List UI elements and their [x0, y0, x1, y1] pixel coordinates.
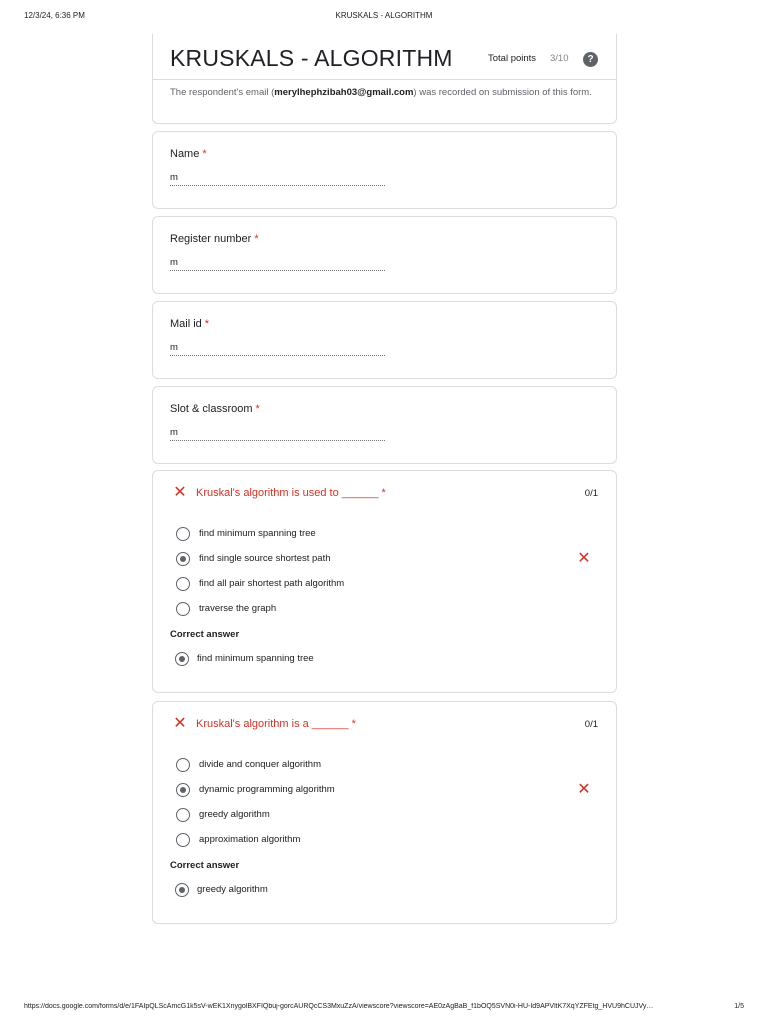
question-card-mc-1: [152, 470, 617, 693]
radio-button-selected: [175, 883, 189, 897]
correct-answer-text: find minimum spanning tree: [197, 653, 314, 664]
close-icon: ✕: [173, 484, 187, 501]
print-footer: [0, 1003, 768, 1015]
answer-value: m: [170, 257, 385, 271]
answer-value: m: [170, 427, 385, 441]
answer-value: m: [170, 342, 385, 356]
header-divider: [153, 79, 616, 80]
option-label: dynamic programming algorithm: [199, 784, 335, 795]
question-card-register-number: [152, 216, 617, 294]
respondent-email: merylhephzibah03@gmail.com: [274, 87, 414, 98]
required-asterisk: *: [255, 403, 260, 415]
close-icon: ✕: [577, 781, 591, 798]
print-datetime: 12/3/24, 6:36 PM: [24, 11, 85, 20]
question-text: Kruskal's algorithm is used to ______ *: [196, 487, 386, 499]
print-url[interactable]: https://docs.google.com/forms/d/e/1FAIpQLScAmcG1k5sV-wEK1XnygolBXFIQbuj-gorcAURQcCS3MxuZzA/viewscore?viewscore=AE0zAgBaB_f1bOQ5SVN0i-HU-Id9APVltK7XqYZFEtg_HVU9hCUJVy…: [24, 1003, 654, 1010]
required-asterisk: *: [204, 318, 210, 330]
correct-answer-label: Correct answer: [170, 629, 240, 640]
close-icon: ✕: [577, 550, 591, 567]
page-number: 1/5: [734, 1003, 744, 1010]
form-header-card: [152, 34, 617, 124]
question-score: 0/1: [584, 719, 598, 730]
option-label: find single source shortest path: [199, 553, 331, 564]
correct-answer-label: Correct answer: [170, 860, 240, 871]
radio-button[interactable]: [176, 527, 190, 541]
radio-button-selected[interactable]: [176, 552, 190, 566]
correct-answer-text: greedy algorithm: [197, 884, 268, 895]
question-label: Name *: [170, 148, 207, 160]
question-score: 0/1: [584, 488, 598, 499]
radio-button-selected: [175, 652, 189, 666]
question-label: Register number *: [170, 233, 259, 245]
radio-button[interactable]: [176, 602, 190, 616]
radio-button-selected[interactable]: [176, 783, 190, 797]
option-label: approximation algorithm: [199, 834, 301, 845]
total-score: 3/10: [550, 53, 569, 64]
option-label: find minimum spanning tree: [199, 528, 316, 539]
email-note: The respondent's email (merylhephzibah03@gmail.com) was recorded on submission of this form.: [170, 87, 592, 98]
option-label: divide and conquer algorithm: [199, 759, 321, 770]
form-title: KRUSKALS - ALGORITHM: [170, 45, 453, 71]
option-label: greedy algorithm: [199, 809, 270, 820]
print-header: [0, 11, 768, 23]
question-label: Mail id *: [170, 318, 210, 330]
total-points-label: Total points: [488, 53, 537, 64]
close-icon: ✕: [173, 715, 187, 732]
required-asterisk: *: [254, 233, 259, 245]
question-text: Kruskal's algorithm is a ______ *: [196, 718, 356, 730]
option-label: traverse the graph: [199, 603, 277, 614]
option-label: find all pair shortest path algorithm: [199, 578, 345, 589]
question-label: Slot & classroom *: [170, 403, 260, 415]
question-card-mc-2: [152, 701, 617, 924]
print-title: KRUSKALS - ALGORITHM: [335, 11, 433, 20]
question-card-slot-classroom: [152, 386, 617, 464]
answer-value: m: [170, 172, 385, 186]
radio-button[interactable]: [176, 577, 190, 591]
question-card-name: [152, 131, 617, 209]
required-asterisk: *: [202, 148, 207, 160]
radio-button[interactable]: [176, 808, 190, 822]
help-icon[interactable]: ?: [583, 52, 598, 67]
question-card-mail-id: [152, 301, 617, 379]
radio-button[interactable]: [176, 833, 190, 847]
radio-button[interactable]: [176, 758, 190, 772]
